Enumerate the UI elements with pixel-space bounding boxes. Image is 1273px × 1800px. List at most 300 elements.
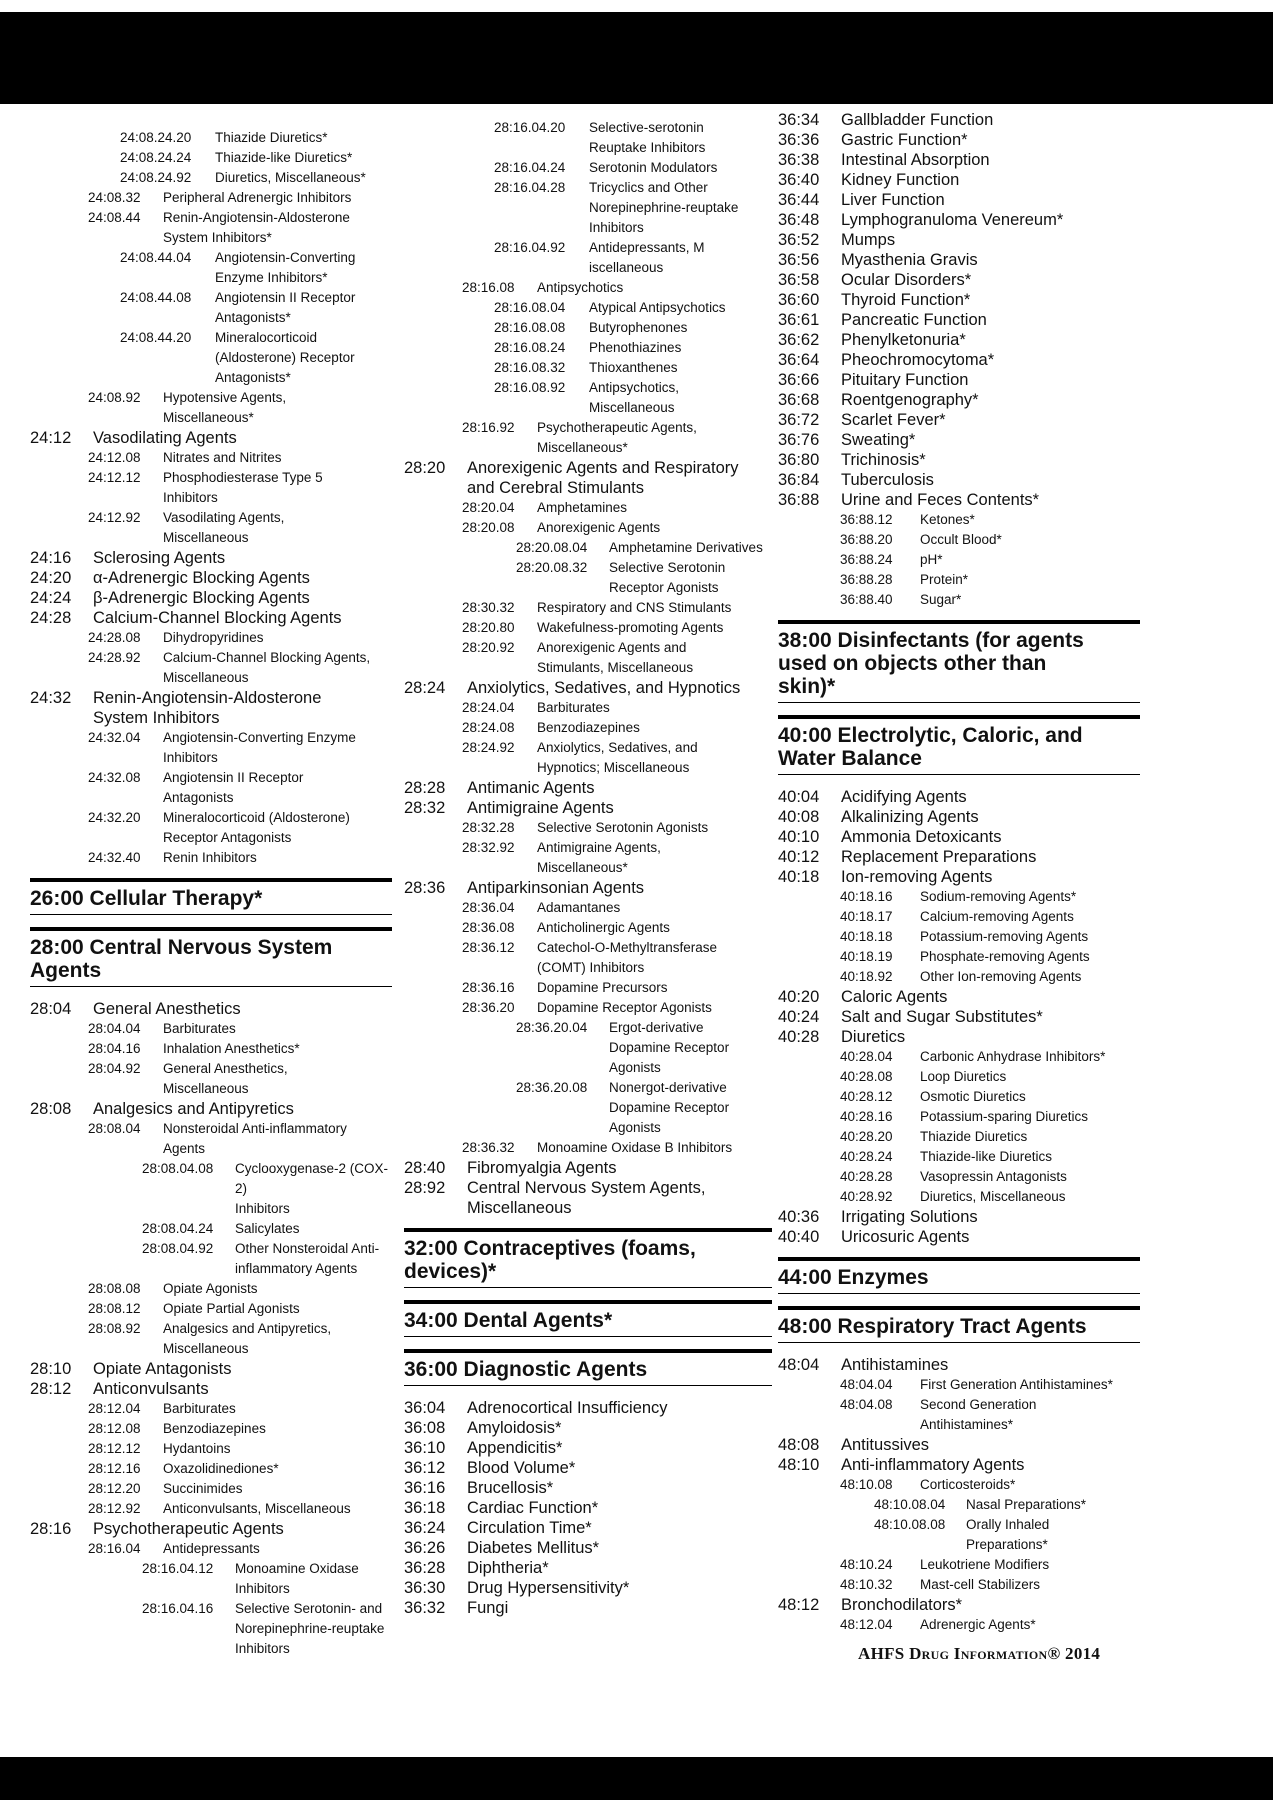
subclass-entry: [778, 1147, 1140, 1167]
class-code: 28:24: [404, 679, 446, 697]
class-title: Analgesics and Antipyretics, Miscellaneous: [163, 1321, 332, 1356]
class-entry: [404, 878, 772, 898]
class-code: 24:28.92: [88, 650, 141, 665]
subclass-entry: [404, 1138, 772, 1158]
class-entry: [778, 350, 1140, 370]
class-code: 28:12.12: [88, 1441, 141, 1456]
class-title: Tricyclics and Other Norepinephrine-reuptake Inhibitors: [589, 180, 739, 235]
class-code: 28:16: [30, 1520, 72, 1538]
class-code: 36:30: [404, 1579, 446, 1597]
class-title: Pituitary Function: [841, 371, 969, 389]
class-title: Barbiturates: [163, 1401, 236, 1416]
class-entry: [778, 190, 1140, 210]
subclass-entry: [778, 1087, 1140, 1107]
class-code: 24:28.08: [88, 630, 141, 645]
class-title: Sodium-removing Agents*: [920, 889, 1077, 904]
class-entry: [778, 170, 1140, 190]
subclass-entry: [404, 318, 772, 338]
class-code: 36:38: [778, 151, 820, 169]
class-title: Fungi: [467, 1599, 509, 1617]
class-code: 28:08.92: [88, 1321, 141, 1336]
class-title: Protein*: [920, 572, 969, 587]
subclass-entry: [778, 510, 1140, 530]
class-title: Anxiolytics, Sedatives, and Hypnotics: [467, 679, 741, 697]
class-title: Anti-inflammatory Agents: [841, 1456, 1025, 1474]
subclass-entry: [404, 818, 772, 838]
class-code: 28:36.04: [462, 900, 515, 915]
class-title: Opiate Agonists: [163, 1281, 258, 1296]
class-code: 36:58: [778, 271, 820, 289]
class-title: Anorexigenic Agents: [537, 520, 661, 535]
subclass-entry: [30, 208, 392, 248]
class-code: 36:60: [778, 291, 820, 309]
class-title: Trichinosis*: [841, 451, 926, 469]
subclass-entry: [30, 1419, 392, 1439]
class-code: 28:36: [404, 879, 446, 897]
class-title: General Anesthetics: [93, 1000, 241, 1018]
class-title: Dopamine Receptor Agonists: [537, 1000, 712, 1015]
class-title: Acidifying Agents: [841, 788, 967, 806]
subclass-entry: [404, 1018, 772, 1078]
class-code: 28:36.32: [462, 1140, 515, 1155]
subclass-entry: [404, 618, 772, 638]
class-title: Analgesics and Antipyretics: [93, 1100, 294, 1118]
subclass-entry: [30, 628, 392, 648]
subclass-entry: [404, 518, 772, 538]
class-title: Anticonvulsants, Miscellaneous: [163, 1501, 351, 1516]
class-code: 28:04.92: [88, 1061, 141, 1076]
class-title: Caloric Agents: [841, 988, 948, 1006]
class-code: 40:28.12: [840, 1089, 893, 1104]
class-entry: [30, 1099, 392, 1119]
class-code: 28:08: [30, 1100, 72, 1118]
class-title: Salicylates: [235, 1221, 300, 1236]
subclass-entry: [404, 378, 772, 418]
subclass-entry: [778, 530, 1140, 550]
class-code: 40:18.16: [840, 889, 893, 904]
class-title: Benzodiazepines: [163, 1421, 266, 1436]
class-title: Anxiolytics, Sedatives, and Hypnotics; Miscellaneous: [537, 740, 698, 775]
class-title: Anorexigenic Agents and Respiratory and Cerebral Stimulants: [467, 459, 739, 497]
class-title: Renin-Angiotensin-Aldosterone System Inhibitors*: [163, 210, 350, 245]
class-title: Brucellosis*: [467, 1479, 554, 1497]
class-title: β-Adrenergic Blocking Agents: [93, 589, 310, 607]
class-title: Selective Serotonin- and Norepinephrine-reuptake Inhibitors: [235, 1601, 385, 1656]
class-title: Selective Serotonin Agonists: [537, 820, 709, 835]
class-code: 24:20: [30, 569, 72, 587]
class-code: 48:12: [778, 1596, 820, 1614]
class-code: 28:12: [30, 1380, 72, 1398]
subclass-entry: [778, 1187, 1140, 1207]
class-title: Central Nervous System Agents, Miscellaneous: [467, 1179, 706, 1217]
subclass-entry: [30, 1019, 392, 1039]
class-title: Psychotherapeutic Agents, Miscellaneous*: [537, 420, 697, 455]
class-code: 40:18: [778, 868, 820, 886]
class-title: Diuretics, Miscellaneous*: [215, 170, 366, 185]
class-title: Barbiturates: [163, 1021, 236, 1036]
class-title: Other Ion-removing Agents: [920, 969, 1082, 984]
class-code: 36:72: [778, 411, 820, 429]
class-code: 28:20.92: [462, 640, 515, 655]
class-entry: [30, 688, 392, 728]
class-title: Diuretics: [841, 1028, 906, 1046]
class-entry: [778, 270, 1140, 290]
class-title: Scarlet Fever*: [841, 411, 946, 429]
subclass-entry: [778, 887, 1140, 907]
class-title: Occult Blood*: [920, 532, 1002, 547]
class-title: Ocular Disorders*: [841, 271, 972, 289]
class-code: 36:32: [404, 1599, 446, 1617]
class-code: 48:10.08: [840, 1477, 893, 1492]
class-code: 28:12.16: [88, 1461, 141, 1476]
class-entry: [404, 1398, 772, 1418]
class-title: Tuberculosis: [841, 471, 934, 489]
class-title: Anticonvulsants: [93, 1380, 209, 1398]
subclass-entry: [30, 1439, 392, 1459]
class-title: Psychotherapeutic Agents: [93, 1520, 284, 1538]
class-title: Vasodilating Agents: [93, 429, 237, 447]
class-title: Opiate Antagonists: [93, 1360, 232, 1378]
subclass-entry: [404, 278, 772, 298]
class-title: Renin Inhibitors: [163, 850, 257, 865]
subclass-entry: [30, 1039, 392, 1059]
class-code: 28:16.04.28: [494, 180, 566, 195]
class-title: Uricosuric Agents: [841, 1228, 970, 1246]
class-code: 24:08.24.20: [120, 130, 192, 145]
class-title: Hypotensive Agents, Miscellaneous*: [163, 390, 287, 425]
class-code: 28:16.08.04: [494, 300, 566, 315]
subclass-entry: [404, 418, 772, 458]
class-title: Dihydropyridines: [163, 630, 264, 645]
class-entry: [778, 330, 1140, 350]
class-title: Thiazide-like Diuretics: [920, 1149, 1053, 1164]
class-entry: [30, 1359, 392, 1379]
class-code: 28:36.12: [462, 940, 515, 955]
section-heading: 44:00 Enzymes: [778, 1257, 1140, 1294]
class-title: Serotonin Modulators: [589, 160, 718, 175]
class-title: Blood Volume*: [467, 1459, 576, 1477]
subclass-entry: [778, 927, 1140, 947]
class-code: 28:16.04: [88, 1541, 141, 1556]
class-title: Peripheral Adrenergic Inhibitors: [163, 190, 352, 205]
class-title: Carbonic Anhydrase Inhibitors*: [920, 1049, 1106, 1064]
class-entry: [404, 1158, 772, 1178]
subclass-entry: [30, 648, 392, 688]
class-code: 36:28: [404, 1559, 446, 1577]
class-title: Respiratory and CNS Stimulants: [537, 600, 732, 615]
class-title: Sclerosing Agents: [93, 549, 226, 567]
class-entry: [404, 1498, 772, 1518]
class-title: Phenylketonuria*: [841, 331, 966, 349]
subclass-entry: [778, 1127, 1140, 1147]
subclass-entry: [30, 768, 392, 808]
class-title: Wakefulness-promoting Agents: [537, 620, 724, 635]
class-code: 28:36.20.08: [516, 1080, 588, 1095]
class-title: Corticosteroids*: [920, 1477, 1016, 1492]
subclass-entry: [778, 967, 1140, 987]
class-code: 40:28.92: [840, 1189, 893, 1204]
class-code: 36:36: [778, 131, 820, 149]
subclass-entry: [404, 978, 772, 998]
class-code: 28:20.08.04: [516, 540, 588, 555]
class-entry: [778, 490, 1140, 510]
class-code: 40:28.28: [840, 1169, 893, 1184]
class-code: 24:08.24.24: [120, 150, 192, 165]
class-code: 36:44: [778, 191, 820, 209]
class-entry: [404, 458, 772, 498]
class-code: 28:16.04.92: [494, 240, 566, 255]
class-code: 28:16.04.24: [494, 160, 566, 175]
class-title: Liver Function: [841, 191, 945, 209]
class-code: 40:20: [778, 988, 820, 1006]
section-heading: 36:00 Diagnostic Agents: [404, 1349, 772, 1386]
class-code: 28:16.08.24: [494, 340, 566, 355]
class-code: 28:08.04.08: [142, 1161, 214, 1176]
class-entry: [778, 210, 1140, 230]
class-entry: [404, 1478, 772, 1498]
class-code: 36:48: [778, 211, 820, 229]
class-title: First Generation Antihistamines*: [920, 1377, 1113, 1392]
section-heading: 40:00 Electrolytic, Caloric, and Water Balance: [778, 715, 1140, 775]
class-code: 36:88.20: [840, 532, 893, 547]
class-title: Thyroid Function*: [841, 291, 971, 309]
subclass-entry: [30, 128, 392, 148]
class-entry: [404, 1438, 772, 1458]
class-title: Irrigating Solutions: [841, 1208, 978, 1226]
class-code: 28:08.08: [88, 1281, 141, 1296]
class-code: 28:20: [404, 459, 446, 477]
class-code: 24:08.32: [88, 190, 141, 205]
subclass-entry: [30, 1479, 392, 1499]
class-code: 28:08.12: [88, 1301, 141, 1316]
class-code: 36:24: [404, 1519, 446, 1537]
subclass-entry: [778, 1167, 1140, 1187]
subclass-entry: [30, 1399, 392, 1419]
class-title: Ammonia Detoxicants: [841, 828, 1002, 846]
class-entry: [778, 1227, 1140, 1247]
subclass-entry: [404, 498, 772, 518]
class-title: Barbiturates: [537, 700, 610, 715]
class-title: Nonergot-derivative Dopamine Receptor Agonists: [609, 1080, 730, 1135]
subclass-entry: [778, 1395, 1140, 1435]
subclass-entry: [404, 238, 772, 278]
subclass-entry: [30, 1239, 392, 1279]
class-code: 36:18: [404, 1499, 446, 1517]
subclass-entry: [30, 148, 392, 168]
class-code: 28:92: [404, 1179, 446, 1197]
class-code: 28:32: [404, 799, 446, 817]
class-title: Antiparkinsonian Agents: [467, 879, 645, 897]
class-code: 40:08: [778, 808, 820, 826]
class-code: 24:08.92: [88, 390, 141, 405]
subclass-entry: [30, 1319, 392, 1359]
class-code: 28:16.08.92: [494, 380, 566, 395]
section-heading: 26:00 Cellular Therapy*: [30, 878, 392, 915]
class-code: 28:32.92: [462, 840, 515, 855]
class-code: 28:36.16: [462, 980, 515, 995]
class-code: 48:04.04: [840, 1377, 893, 1392]
class-title: Phenothiazines: [589, 340, 682, 355]
class-title: Benzodiazepines: [537, 720, 640, 735]
class-entry: [778, 807, 1140, 827]
class-title: Loop Diuretics: [920, 1069, 1007, 1084]
class-code: 24:12: [30, 429, 72, 447]
class-title: Calcium-Channel Blocking Agents: [93, 609, 342, 627]
class-entry: [778, 230, 1140, 250]
class-code: 24:28: [30, 609, 72, 627]
subclass-entry: [778, 1575, 1140, 1595]
subclass-entry: [404, 338, 772, 358]
class-title: Mumps: [841, 231, 896, 249]
class-title: Mast-cell Stabilizers: [920, 1577, 1041, 1592]
scan-border-top: [0, 12, 1273, 104]
class-title: General Anesthetics, Miscellaneous: [163, 1061, 288, 1096]
class-title: Anorexigenic Agents and Stimulants, Miscellaneous: [537, 640, 694, 675]
class-title: Second Generation Antihistamines*: [920, 1397, 1037, 1432]
class-entry: [778, 827, 1140, 847]
class-title: Catechol-O-Methyltransferase (COMT) Inhibitors: [537, 940, 718, 975]
class-entry: [404, 1418, 772, 1438]
class-entry: [404, 1558, 772, 1578]
subclass-entry: [30, 1059, 392, 1099]
class-code: 40:12: [778, 848, 820, 866]
class-title: Mineralocorticoid (Aldosterone) Receptor Antagonists*: [215, 330, 355, 385]
class-entry: [778, 290, 1140, 310]
class-code: 24:32.04: [88, 730, 141, 745]
class-code: 28:24.92: [462, 740, 515, 755]
class-code: 36:10: [404, 1439, 446, 1457]
class-title: Adamantanes: [537, 900, 621, 915]
class-code: 40:10: [778, 828, 820, 846]
class-code: 48:10.08.08: [874, 1517, 946, 1532]
class-entry: [778, 310, 1140, 330]
class-code: 48:10.08.04: [874, 1497, 946, 1512]
class-entry: [404, 1458, 772, 1478]
class-title: Calcium-Channel Blocking Agents, Miscellaneous: [163, 650, 371, 685]
class-code: 40:28.04: [840, 1049, 893, 1064]
class-entry: [778, 370, 1140, 390]
class-code: 28:04.16: [88, 1041, 141, 1056]
class-code: 28:16.04.12: [142, 1561, 214, 1576]
class-title: Diabetes Mellitus*: [467, 1539, 600, 1557]
subclass-entry: [404, 718, 772, 738]
subclass-entry: [778, 1047, 1140, 1067]
subclass-entry: [30, 808, 392, 848]
class-code: 40:28.24: [840, 1149, 893, 1164]
class-code: 24:12.12: [88, 470, 141, 485]
class-code: 40:18.18: [840, 929, 893, 944]
class-entry: [778, 1007, 1140, 1027]
subclass-entry: [404, 738, 772, 778]
class-title: Diphtheria*: [467, 1559, 549, 1577]
section-heading: 38:00 Disinfectants (for agents used on objects other than skin)*: [778, 620, 1140, 703]
class-code: 24:32: [30, 689, 72, 707]
subclass-entry: [778, 1475, 1140, 1495]
class-code: 24:08.44.04: [120, 250, 192, 265]
class-entry: [30, 548, 392, 568]
class-title: Atypical Antipsychotics: [589, 300, 726, 315]
class-code: 24:32.20: [88, 810, 141, 825]
subclass-entry: [778, 947, 1140, 967]
class-entry: [778, 987, 1140, 1007]
class-code: 48:04.08: [840, 1397, 893, 1412]
class-title: Ion-removing Agents: [841, 868, 993, 886]
class-title: Cardiac Function*: [467, 1499, 599, 1517]
subclass-entry: [778, 1615, 1140, 1635]
class-title: Antimanic Agents: [467, 779, 595, 797]
class-title: Thiazide-like Diuretics*: [215, 150, 353, 165]
class-code: 24:08.44.20: [120, 330, 192, 345]
class-code: 36:84: [778, 471, 820, 489]
subclass-entry: [778, 907, 1140, 927]
class-title: Roentgenography*: [841, 391, 979, 409]
class-code: 28:24.04: [462, 700, 515, 715]
class-title: Osmotic Diuretics: [920, 1089, 1026, 1104]
class-entry: [30, 588, 392, 608]
class-title: Angiotensin II Receptor Antagonists: [163, 770, 304, 805]
subclass-entry: [30, 328, 392, 388]
class-code: 28:16.08.32: [494, 360, 566, 375]
class-title: Angiotensin II Receptor Antagonists*: [215, 290, 356, 325]
class-code: 28:08.04.92: [142, 1241, 214, 1256]
subclass-entry: [30, 168, 392, 188]
class-entry: [778, 847, 1140, 867]
class-code: 28:36.08: [462, 920, 515, 935]
class-code: 40:28.08: [840, 1069, 893, 1084]
section-heading: 34:00 Dental Agents*: [404, 1300, 772, 1337]
subclass-entry: [30, 508, 392, 548]
class-code: 36:34: [778, 111, 820, 129]
subclass-entry: [778, 590, 1140, 610]
class-entry: [778, 430, 1140, 450]
class-code: 36:40: [778, 171, 820, 189]
class-code: 28:16.08: [462, 280, 515, 295]
class-title: Fibromyalgia Agents: [467, 1159, 617, 1177]
class-code: 36:80: [778, 451, 820, 469]
subclass-entry: [404, 998, 772, 1018]
class-code: 40:28.20: [840, 1129, 893, 1144]
class-title: Gastric Function*: [841, 131, 968, 149]
subclass-entry: [404, 358, 772, 378]
class-entry: [778, 867, 1140, 887]
class-title: Amyloidosis*: [467, 1419, 562, 1437]
class-title: Phosphate-removing Agents: [920, 949, 1090, 964]
class-title: pH*: [920, 552, 943, 567]
class-code: 36:88: [778, 491, 820, 509]
class-code: 36:88.12: [840, 512, 893, 527]
class-code: 24:08.24.92: [120, 170, 192, 185]
class-code: 36:08: [404, 1419, 446, 1437]
class-title: Antimigraine Agents, Miscellaneous*: [537, 840, 661, 875]
class-title: Antidepressants, M iscellaneous: [589, 240, 705, 275]
class-title: Amphetamines: [537, 500, 628, 515]
class-code: 28:12.20: [88, 1481, 141, 1496]
class-title: Potassium-removing Agents: [920, 929, 1089, 944]
class-title: Potassium-sparing Diuretics: [920, 1109, 1089, 1124]
class-title: Anticholinergic Agents: [537, 920, 670, 935]
class-title: Myasthenia Gravis: [841, 251, 978, 269]
scan-border-bottom: [0, 1757, 1273, 1800]
class-code: 48:10: [778, 1456, 820, 1474]
class-title: Thiazide Diuretics: [920, 1129, 1028, 1144]
class-entry: [404, 778, 772, 798]
class-code: 24:08.44.08: [120, 290, 192, 305]
class-code: 28:20.80: [462, 620, 515, 635]
class-title: Phosphodiesterase Type 5 Inhibitors: [163, 470, 323, 505]
subclass-entry: [404, 698, 772, 718]
class-title: Antipsychotics, Miscellaneous: [589, 380, 680, 415]
class-entry: [30, 1379, 392, 1399]
